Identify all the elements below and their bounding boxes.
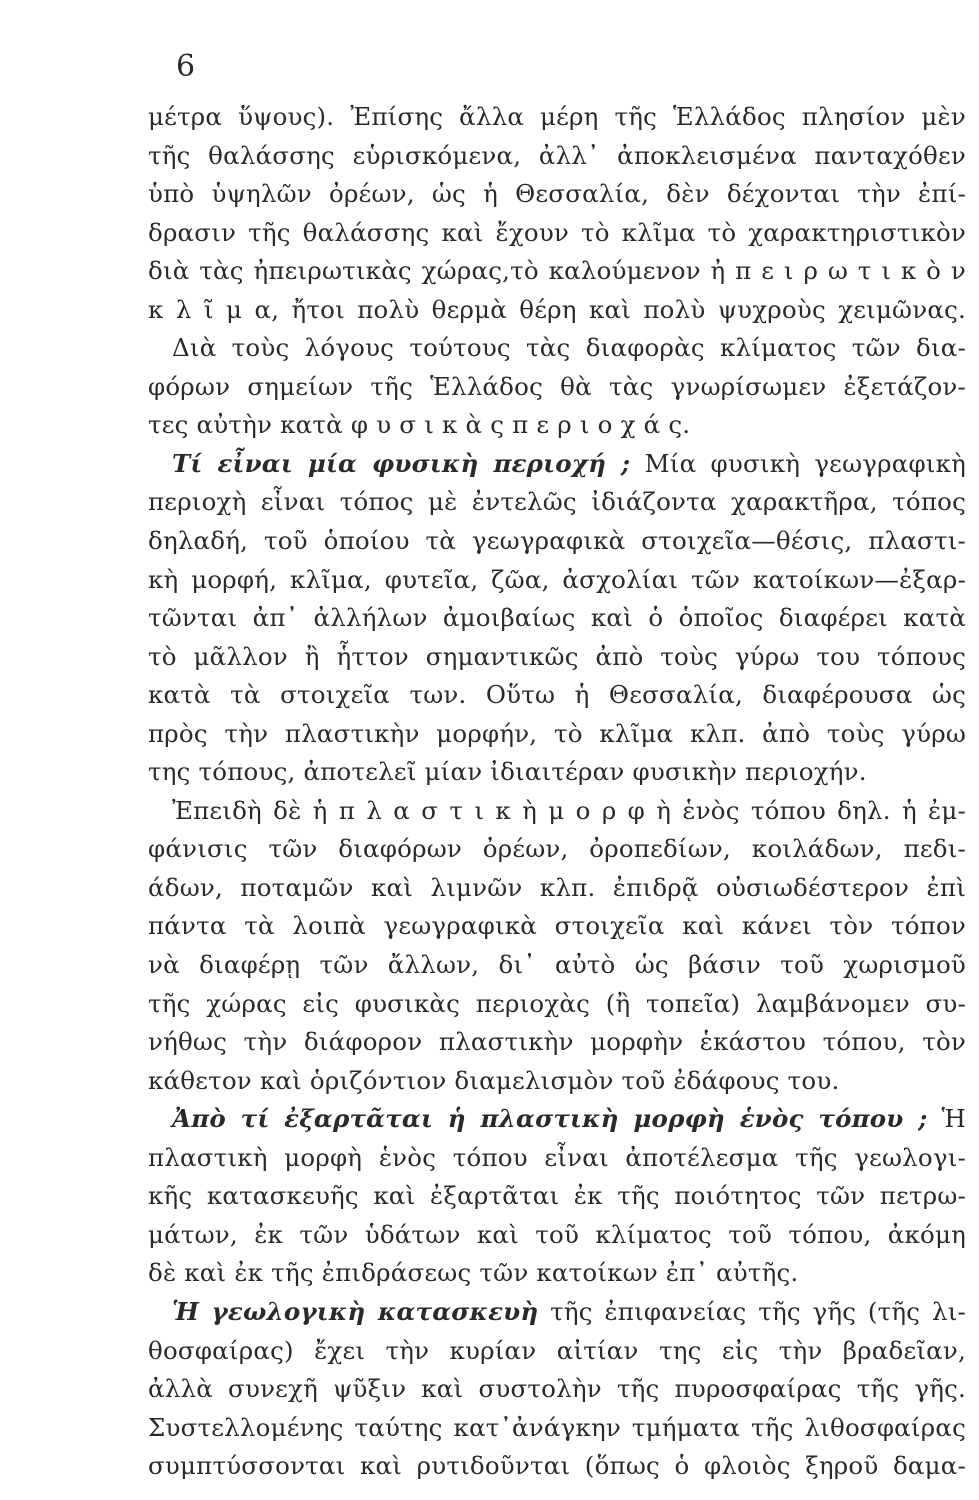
line-text: τες αὐτὴν κατὰ φ υ σ ι κ ὰ ς π ε ρ ι ο χ ά ς.: [148, 410, 691, 440]
line-text: κατὰ τὰ στοιχεῖα των. Οὕτω ἡ Θεσσαλία, διαφέρουσα ὡς: [148, 680, 966, 710]
paragraph-heading: Τί εἶναι μία φυσικὴ περιοχή ;: [172, 448, 631, 478]
text-line: [148, 946, 966, 985]
line-text: πλαστικὴ μορφὴ ἑνὸς τόπου εἶναι ἀποτέλεσμα τῆς γεωλογι-: [148, 1142, 966, 1172]
text-line: [148, 1370, 966, 1409]
text-line: [148, 1023, 966, 1062]
line-text: Συστελλομένης ταύτης κατ᾽ἀνάγκην τμήματα τῆς λιθοσφαίρας: [148, 1412, 966, 1442]
line-text: τὸ μᾶλλον ἢ ἧττον σημαντικῶς ἀπὸ τοὺς γύρω του τόπους: [148, 641, 966, 671]
line-text: φόρων σημείων τῆς Ἑλλάδος θὰ τὰς γνωρίσωμεν ἐξετάζον-: [148, 371, 966, 401]
line-text: δηλαδή, τοῦ ὁποίου τὰ γεωγραφικὰ στοιχεῖα—θέσις, πλαστι-: [148, 526, 966, 556]
text-line: [148, 252, 966, 291]
text-line: [148, 1062, 966, 1101]
text-line: [148, 1254, 966, 1293]
text-line: [148, 985, 966, 1024]
text-line: [148, 175, 966, 214]
line-text: μέτρα ὕψους). Ἐπίσης ἄλλα μέρη τῆς Ἑλλάδος πλησίον μὲν: [148, 102, 966, 131]
line-text: κάθετον καὶ ὁριζόντιον διαμελισμὸν τοῦ ἐδάφους του.: [148, 1065, 840, 1095]
text-line: [148, 1332, 966, 1371]
line-text: ὑπὸ ὑψηλῶν ὀρέων, ὡς ἡ Θεσσαλία, δὲν δέχονται τὴν ἐπί-: [148, 179, 966, 209]
line-text: τῆς ἐπιφανείας τῆς γῆς (τῆς λι-: [538, 1296, 966, 1326]
line-text: φάνισις τῶν διαφόρων ὀρέων, ὀροπεδίων, κοιλάδων, πεδι-: [148, 834, 966, 864]
text-line: [148, 792, 966, 831]
text-line: [148, 406, 966, 445]
text-line: [148, 1139, 966, 1178]
line-text: ἀλλὰ συνεχῆ ψῦξιν καὶ συστολὴν τῆς πυροσφαίρας τῆς γῆς.: [148, 1374, 966, 1404]
text-line: [148, 1409, 966, 1448]
text-line: [148, 907, 966, 946]
text-line: [148, 329, 966, 368]
line-text: δὲ καὶ ἐκ τῆς ἐπιδράσεως τῶν κατοίκων ἐπ᾽ αὐτῆς.: [148, 1258, 799, 1288]
text-line: [148, 483, 966, 522]
text-line: [148, 676, 966, 715]
line-text: θοσφαίρας) ἔχει τὴν κυρίαν αἰτίαν της εἰς τὴν βραδεῖαν,: [148, 1335, 966, 1365]
text-line: [148, 869, 966, 908]
text-line: [148, 1293, 966, 1332]
line-text: νήθως τὴν διάφορον πλαστικὴν μορφὴν ἑκάστου τόπου, τὸν: [148, 1027, 966, 1057]
text-line: [148, 214, 966, 253]
text-line: [148, 1447, 966, 1486]
line-text: διὰ τὰς ἠπειρωτικὰς χώρας,τὸ καλούμενον ἠ π ε ι ρ ω τ ι κ ὸ ν: [148, 256, 966, 286]
line-text: δρασιν τῆς θαλάσσης καὶ ἔχουν τὸ κλῖμα τὸ χαρακτηριστικὸν: [148, 217, 966, 247]
line-text: τῆς θαλάσσης εὑρισκόμενα, ἀλλ᾽ ἀποκλεισμένα πανταχόθεν: [148, 140, 966, 170]
line-text: κῆς κατασκευῆς καὶ ἐξαρτᾶται ἐκ τῆς ποιότητος τῶν πετρω-: [148, 1181, 966, 1211]
line-text: πάντα τὰ λοιπὰ γεωγραφικὰ στοιχεῖα καὶ κάνει τὸν τόπον: [148, 911, 966, 941]
text-line: [148, 830, 966, 869]
text-line: [148, 1100, 966, 1139]
text-line: [148, 98, 966, 137]
line-text: Μία φυσικὴ γεωγραφικὴ: [630, 448, 966, 478]
text-line: [148, 638, 966, 677]
line-text: κὴ μορφή, κλῖμα, φυτεῖα, ζῶα, ἀσχολίαι τῶν κατοίκων—ἐξαρ-: [148, 564, 966, 594]
line-text: μάτων, ἐκ τῶν ὑδάτων καὶ τοῦ κλίματος τοῦ τόπου, ἀκόμη: [148, 1219, 966, 1249]
line-text: νὰ διαφέρῃ τῶν ἄλλων, δι᾽ αὐτὸ ὡς βάσιν τοῦ χωρισμοῦ: [148, 950, 966, 980]
text-line: [148, 599, 966, 638]
text-line: [148, 715, 966, 754]
text-line: [148, 1216, 966, 1255]
text-line: [148, 522, 966, 561]
body-text: [148, 98, 966, 1486]
text-line: [148, 291, 966, 330]
line-text: Ἡ: [927, 1104, 966, 1134]
line-text: Ἐπειδὴ δὲ ἡ π λ α σ τ ι κ ὴ μ ο ρ φ ὴ ἑνὸς τόπου δηλ. ἡ ἐμ-: [172, 795, 966, 825]
paragraph-heading: Ἡ γεωλογικὴ κατασκευὴ: [172, 1296, 539, 1326]
line-text: συμπτύσσονται καὶ ρυτιδοῦνται (ὅπως ὁ φλοιὸς ξηροῦ δαμα-: [148, 1451, 966, 1481]
line-text: τῆς χώρας εἰς φυσικὰς περιοχὰς (ἢ τοπεῖα) λαμβάνομεν συ-: [148, 988, 966, 1018]
line-text: άδων, ποταμῶν καὶ λιμνῶν κλπ. ἐπιδρᾷ οὐσιωδέστερον ἐπὶ: [148, 872, 966, 902]
line-text: πρὸς τὴν πλαστικὴν μορφήν, τὸ κλῖμα κλπ. ἀπὸ τοὺς γύρω: [148, 718, 966, 748]
line-text: Διὰ τοὺς λόγους τούτους τὰς διαφορὰς κλίματος τῶν δια-: [172, 333, 966, 363]
paragraph-heading: Ἀπὸ τί ἐξαρτᾶται ἡ πλαστικὴ μορφὴ ἑνὸς τόπου ;: [172, 1104, 928, 1134]
text-line: [148, 753, 966, 792]
page-number: 6: [176, 49, 196, 84]
line-text: κ λ ῖ μ α, ἤτοι πολὺ θερμὰ θέρη καὶ πολὺ ψυχροὺς χειμῶνας.: [148, 294, 966, 324]
line-text: τῶνται ἀπ᾽ ἀλλήλων ἀμοιβαίως καὶ ὁ ὁποῖος διαφέρει κατὰ: [148, 603, 966, 633]
text-line: [148, 561, 966, 600]
text-line: [148, 445, 966, 484]
text-line: [148, 137, 966, 176]
line-text: περιοχὴ εἶναι τόπος μὲ ἐντελῶς ἰδιάζοντα χαρακτῆρα, τόπος: [148, 487, 966, 517]
text-line: [148, 368, 966, 407]
line-text: της τόπους, ἀποτελεῖ μίαν ἰδιαιτέραν φυσικὴν περιοχήν.: [148, 757, 867, 787]
text-line: [148, 1177, 966, 1216]
